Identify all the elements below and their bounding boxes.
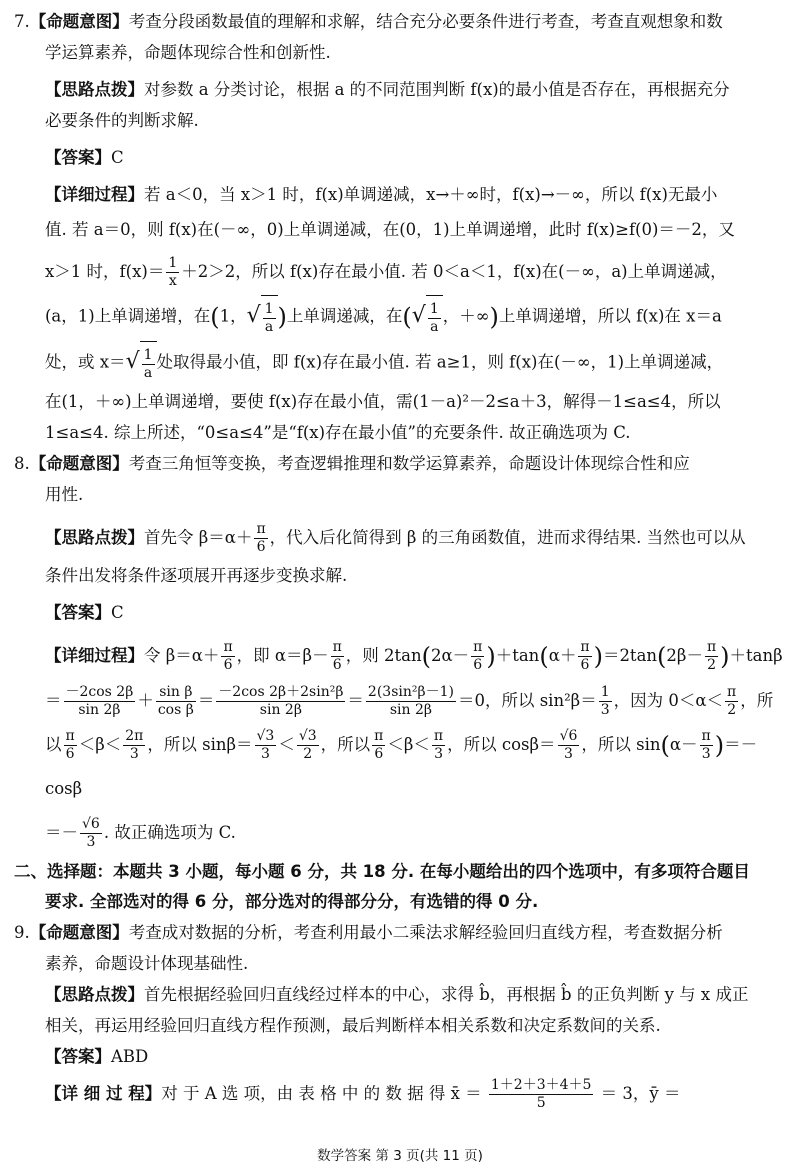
q9-hint: 【思路点拨】首先根据经验回归直线经过样本的中心，求得 b̂，再根据 b̂ 的正负判断 y 与 x 成正 相关，再运用经验回归直线方程作预测，最后判断样本相关系数和决定系数间的关系. [45, 985, 749, 1035]
q8-intent: 8.【命题意图】考查三角恒等变换，考查逻辑推理和数学运算素养，命题设计体现综合性和应 用性. [14, 454, 690, 504]
q7-detail-tag: 【详细过程】 [45, 185, 144, 204]
q9-answer-value: ABD [111, 1047, 149, 1066]
q8-detail-line2: ＝ $\frac{-2\cos 2\beta}{\sin 2\beta}$ ＋ $\frac{\text{sin β}}{\text{cos β}}$ ＝ $\frac{\text{－2cos 2β＋2sin²β}}{\sin 2\beta}$ ＝ $\frac{\text{2(3sin²β－1)}}{\sin 2\beta}$ ＝0，所以 sin²β＝ $\frac{1}{3}$ ，因为 0＜α＜ $\frac{\pi}{2}$ ，所 [45, 683, 774, 718]
q8-detail-line4: ＝－ $\frac{√6}{3}$ . 故正确选项为 C. [45, 816, 236, 850]
sqrt-1-over-a: √ $\frac{1}{a}$ [247, 294, 278, 340]
question-7 [14, 6, 786, 448]
q7-number: 7. [14, 12, 30, 31]
q7-hint-line1: 对参数 a 分类讨论，根据 a 的不同范围判断 f(x)的最小值是否存在，再根据充分 [144, 80, 730, 99]
q8-hint: 【思路点拨】首先令 β＝α＋ $\frac{\pi}{6}$ ，代入后化简得到 β 的三角函数值，进而求得结果. 当然也可以从 [45, 521, 746, 555]
q7-answer [14, 142, 786, 173]
q7-hint-tag: 【思路点拨】 [45, 80, 144, 99]
q7-intent-line1: 考查分段函数最值的理解和求解，结合充分必要条件进行考查，考查直观想象和数 [128, 12, 723, 31]
q7-answer-tag: 【答案】 [45, 148, 111, 167]
q8-answer-value: C [111, 603, 124, 622]
q7-detail-line7: 1≤a≤4. 综上所述，“0≤a≤4”是“f(x)存在最小值”的充要条件. 故正确选项为 C. [45, 423, 631, 442]
q7-detail-line5: 处，或 x＝√ $\frac{1}{a}$ 处取得最小值，即 f(x)存在最小值. 若 a≥1，则 f(x)在(－∞，1)上单调递减， [45, 340, 786, 386]
q7-intent [14, 6, 786, 68]
q8-detail-line3: 以 $\frac{\pi}{6}$ ＜β＜ $\frac{2\pi}{3}$ ，所以 sinβ＝ $\frac{√3}{3}$ ＜ $\frac{√3}{2}$ ，所以 $\frac{\pi}{6}$ ＜β＜ $\frac{\pi}{3}$ ，所以 cosβ＝ $\frac{√6}{3}$ ，所以 sin(α－ $\frac{\pi}{3}$ )＝－cosβ [45, 727, 758, 798]
q7-detail-line2: 值. 若 a＝0，则 f(x)在(－∞，0)上单调递减，在(0，1)上单调递增，此时 f(x)≥f(0)＝－2，又 [45, 220, 735, 239]
q8-detail-line1: 【详细过程】令 β＝α＋ $\frac{\pi}{6}$ ，即 α＝β－ $\frac{\pi}{6}$ ，则 2tan(2α－ $\frac{\pi}{6}$ )＋tan(α＋ $\frac{\pi}{6}$ )＝2tan(2β－ $\frac{\pi}{2}$ )＋tanβ [45, 639, 783, 673]
q9-number: 9. [14, 923, 30, 942]
q9-answer: 【答案】ABD [45, 1047, 149, 1066]
question-9 [14, 917, 786, 1116]
q7-detail-line6: 在(1，＋∞)上单调递增，要使 f(x)存在最小值，需(1－a)²－2≤a＋3，解得－1≤a≤4，所以 [45, 392, 721, 411]
q8-number: 8. [14, 454, 30, 473]
q7-hint-line2: 必要条件的判断求解. [45, 111, 199, 130]
q7-detail-line3: x＞1 时，f(x)＝ $\frac{1}{x}$ ＋2＞2，所以 f(x)存在最小值. 若 0＜a＜1，f(x)在(－∞，a)上单调递减， [45, 255, 727, 289]
q7-detail-line4: (a，1)上单调递增，在(1，√ $\frac{1}{a}$ )上单调递减，在(√ $\frac{1}{a}$ ，＋∞)上单调递增，所以 f(x)在 x＝a [45, 294, 786, 340]
q9-detail-line1: 【详 细 过 程】对 于 A 选 项，由 表 格 中 的 数 据 得 x̄ ＝ $\frac{1+2+3+4+5}{5}$ ＝ 3，ȳ ＝ [45, 1077, 681, 1111]
sqrt-1-over-a: √ $\frac{1}{a}$ [126, 340, 157, 386]
section-2-line2: 要求. 全部选对的得 6 分，部分选对的得部分分，有选错的得 0 分. [45, 892, 539, 911]
q7-intent-tag: 【命题意图】 [29, 12, 129, 31]
q8-detail [14, 634, 786, 855]
section-2-line1: 二、选择题：本题共 3 小题，每小题 6 分，共 18 分. 在每小题给出的四个选项中，有多项符合题目 [14, 862, 750, 881]
q9-intent: 9.【命题意图】考查成对数据的分析，考查利用最小二乘法求解经验回归直线方程，考查数据分析 素养，命题设计体现基础性. [14, 923, 723, 973]
page-footer: 数学答案 第 3 页(共 11 页) [317, 1148, 483, 1164]
sqrt-1-over-a: √ $\frac{1}{a}$ [412, 294, 443, 340]
answer-page [14, 6, 786, 1116]
q8-answer: 【答案】C [45, 603, 124, 622]
q7-intent-line2: 学运算素养，命题体现综合性和创新性. [45, 43, 331, 62]
question-8 [14, 448, 786, 855]
section-2-heading [14, 857, 786, 917]
q8-hint-line2: 条件出发将条件逐项展开再逐步变换求解. [45, 566, 348, 585]
q7-answer-value: C [111, 148, 124, 167]
fraction-1-over-x: $\frac{1}{x}$ [168, 255, 178, 289]
q7-detail-line1: 若 a＜0，当 x＞1 时，f(x)单调递减，x→＋∞时，f(x)→－∞，所以 f(x)无最小 [144, 185, 718, 204]
q7-hint [14, 74, 786, 136]
q7-detail [14, 179, 786, 448]
